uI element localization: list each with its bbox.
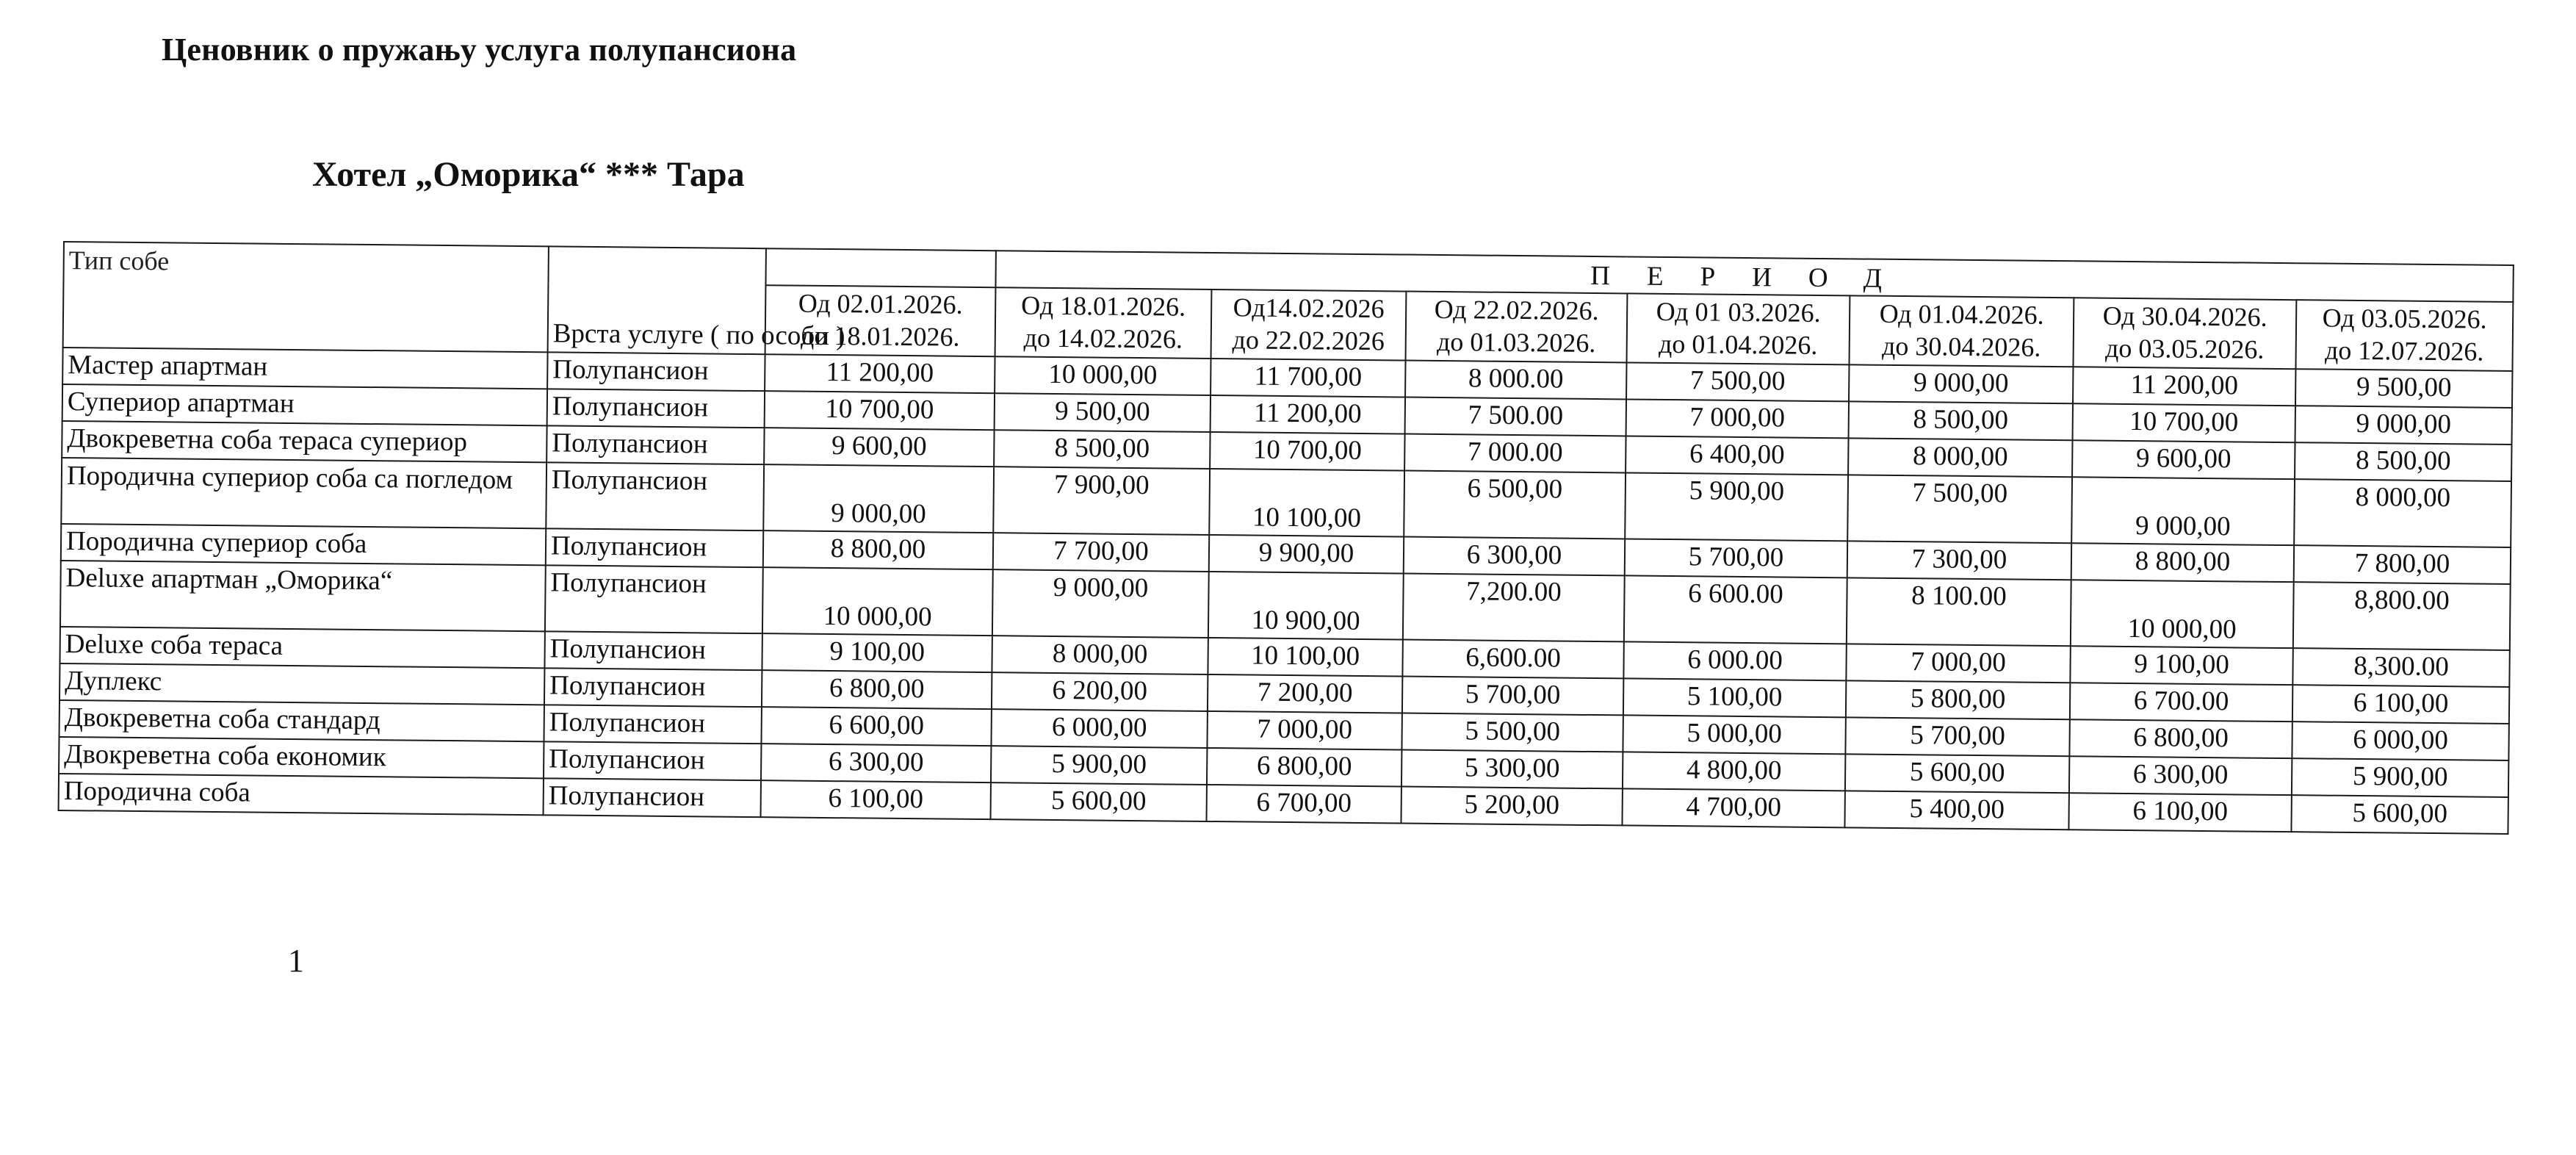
period-header-cell: Од 02.01.2026. до 18.01.2026. (765, 285, 996, 356)
price-cell: 7 700,00 (993, 533, 1209, 572)
price-cell: 9 000,00 (1849, 364, 2073, 403)
price-cell: 6 800,00 (762, 670, 992, 709)
room-name-cell: Двокреветна соба стандард (59, 700, 544, 741)
price-cell: 10 000,00 (2071, 580, 2294, 648)
price-cell: 8 500,00 (994, 430, 1210, 469)
price-cell: 7 300,00 (1847, 541, 2071, 580)
service-cell: Полупансион (544, 705, 761, 744)
price-cell: 7 000,00 (1846, 644, 2070, 683)
price-cell: 6 100,00 (2068, 793, 2291, 832)
price-cell: 8,800.00 (2293, 582, 2511, 650)
price-cell: 7 200,00 (1208, 674, 1402, 713)
service-cell: Полупансион (544, 631, 762, 670)
price-cell: 7 800,00 (2294, 545, 2511, 584)
service-type-header: Врста услуге ( по особи ) (548, 246, 766, 354)
price-cell: 8 000,00 (992, 636, 1208, 674)
price-cell: 5 800,00 (1846, 680, 2070, 719)
service-cell: Полупансион (546, 425, 764, 464)
price-cell: 7 900,00 (993, 467, 1210, 535)
period-header-cell: Од14.02.2026 до 22.02.2026 (1211, 289, 1407, 360)
price-cell: 4 800,00 (1623, 752, 1845, 791)
price-cell: 9 900,00 (1209, 535, 1404, 574)
price-cell: 5 300,00 (1401, 749, 1623, 788)
empty-header-cell (765, 248, 995, 287)
price-cell: 5 500,00 (1401, 713, 1623, 752)
price-cell: 10 100,00 (1208, 638, 1402, 677)
price-cell: 6 100,00 (2292, 685, 2510, 724)
service-cell: Полупансион (545, 565, 763, 633)
price-cell: 8 800,00 (2071, 543, 2294, 582)
room-name-cell: Породична супериор соба са погледом (61, 458, 546, 528)
price-cell: 8 100.00 (1847, 578, 2071, 646)
period-header-cell: Од 01 03.2026. до 01.04.2026. (1627, 293, 1850, 364)
price-cell: 10 700,00 (1210, 432, 1404, 471)
price-cell: 10 900,00 (1208, 572, 1404, 640)
price-cell: 6,600.00 (1402, 639, 1623, 678)
period-header-cell: Од 03.05.2026. до 12.07.2026. (2295, 300, 2513, 371)
price-cell: 6 300,00 (2069, 756, 2292, 795)
price-cell: 6 300,00 (761, 744, 991, 782)
room-name-cell: Супериор апартман (62, 384, 547, 425)
service-cell: Полупансион (544, 778, 761, 817)
price-cell: 6 000,00 (991, 709, 1207, 748)
price-cell: 6 800,00 (2069, 719, 2292, 758)
price-cell: 4 700,00 (1622, 788, 1844, 827)
price-cell: 7 000.00 (1404, 433, 1626, 472)
price-cell: 11 200,00 (765, 354, 995, 393)
price-cell: 6 500,00 (1404, 470, 1626, 539)
price-cell: 9 600,00 (764, 428, 994, 467)
room-name-cell: Дуплекс (59, 663, 544, 705)
price-cell: 8,300.00 (2292, 648, 2510, 687)
room-name-cell: Deluxe апартман „Оморика“ (60, 561, 546, 631)
service-cell: Полупансион (546, 462, 764, 530)
service-cell: Полупансион (547, 352, 765, 391)
price-cell: 6 300,00 (1404, 536, 1625, 575)
period-header: ПЕРИОД (995, 251, 2513, 302)
price-cell: 11 200,00 (2073, 367, 2295, 406)
period-header-cell: Од 18.01.2026. до 14.02.2026. (995, 287, 1212, 359)
period-header-cell: Од 30.04.2026. до 03.05.2026. (2073, 298, 2296, 369)
price-cell: 10 000,00 (995, 356, 1211, 395)
price-cell: 6 700,00 (1206, 785, 1401, 824)
price-cell: 9 000,00 (992, 569, 1209, 638)
price-cell: 9 600,00 (2072, 440, 2295, 479)
price-cell: 6 600.00 (1624, 575, 1847, 644)
service-cell: Полупансион (544, 668, 762, 707)
price-cell: 6 000,00 (2292, 722, 2509, 760)
price-cell: 11 700,00 (1211, 359, 1405, 397)
price-cell: 10 100,00 (1209, 469, 1404, 537)
room-name-cell: Породична супериор соба (61, 524, 546, 565)
price-cell: 7 000,00 (1626, 399, 1849, 438)
price-cell: 9 000,00 (2295, 406, 2513, 445)
price-cell: 8 500,00 (2295, 442, 2512, 481)
service-cell: Полупансион (544, 741, 761, 780)
room-type-header: Тип собе (63, 242, 549, 352)
price-cell: 9 000,00 (763, 464, 994, 533)
hotel-title: Хотел „Оморика“ *** Тара (312, 155, 745, 194)
page-number: 1 (288, 943, 304, 979)
price-cell: 5 700,00 (1845, 717, 2069, 756)
room-name-cell: Мастер апартман (62, 348, 547, 389)
room-name-cell: Двокреветна соба економик (59, 737, 544, 778)
price-cell: 9 500,00 (995, 393, 1211, 432)
price-cell: 8 000,00 (2294, 479, 2511, 547)
room-name-cell: Двокреветна соба тераса супериор (62, 421, 546, 462)
price-cell: 6 700.00 (2070, 683, 2292, 722)
price-cell: 6 100,00 (761, 780, 991, 819)
price-cell: 5 600,00 (1845, 754, 2069, 793)
service-cell: Полупансион (546, 528, 763, 567)
price-cell: 9 500,00 (2295, 369, 2513, 408)
price-cell: 5 400,00 (1844, 791, 2068, 830)
period-header-cell: Од 01.04.2026. до 30.04.2026. (1849, 295, 2074, 367)
price-cell: 5 100,00 (1623, 678, 1846, 717)
price-cell: 7 500.00 (1405, 397, 1626, 436)
price-cell: 11 200,00 (1211, 395, 1405, 434)
price-cell: 8 000.00 (1405, 360, 1626, 399)
room-name-cell: Породична соба (59, 774, 544, 815)
price-cell: 9 100,00 (762, 633, 992, 672)
price-cell: 5 700,00 (1402, 676, 1623, 715)
period-header-cell: Од 22.02.2026. до 01.03.2026. (1406, 292, 1628, 363)
price-cell: 7,200.00 (1403, 573, 1625, 641)
price-cell: 6 200,00 (992, 672, 1208, 711)
price-cell: 5 600,00 (2291, 795, 2508, 834)
price-table (58, 241, 2514, 835)
price-cell: 10 000,00 (762, 567, 993, 636)
price-cell: 10 700,00 (2073, 403, 2295, 442)
price-cell: 5 900,00 (991, 746, 1207, 785)
price-cell: 9 000,00 (2071, 477, 2295, 545)
price-cell: 6 400,00 (1626, 436, 1848, 475)
price-cell: 7 500,00 (1626, 362, 1849, 401)
price-cell: 5 900,00 (1625, 472, 1848, 541)
price-cell: 6 000.00 (1623, 641, 1846, 680)
document-title: Ценовник о пружању услуга полупансиона (162, 32, 797, 68)
price-cell: 6 600,00 (761, 707, 991, 746)
price-cell: 5 700,00 (1625, 539, 1847, 578)
price-cell: 8 800,00 (763, 530, 993, 569)
price-cell: 6 800,00 (1207, 748, 1401, 787)
price-cell: 5 000,00 (1623, 715, 1845, 754)
price-cell: 7 500,00 (1847, 475, 2072, 543)
price-cell: 8 000,00 (1848, 438, 2072, 477)
price-table-wrapper (58, 241, 2514, 835)
price-cell: 7 000,00 (1207, 711, 1401, 750)
room-name-cell: Deluxe соба тераса (59, 627, 544, 668)
price-cell: 10 700,00 (765, 391, 995, 430)
price-cell: 5 600,00 (991, 782, 1207, 821)
price-cell: 5 200,00 (1401, 786, 1622, 825)
price-cell: 8 500,00 (1849, 401, 2073, 440)
price-cell: 5 900,00 (2292, 758, 2509, 797)
service-cell: Полупансион (547, 389, 765, 428)
price-cell: 9 100,00 (2070, 646, 2292, 685)
